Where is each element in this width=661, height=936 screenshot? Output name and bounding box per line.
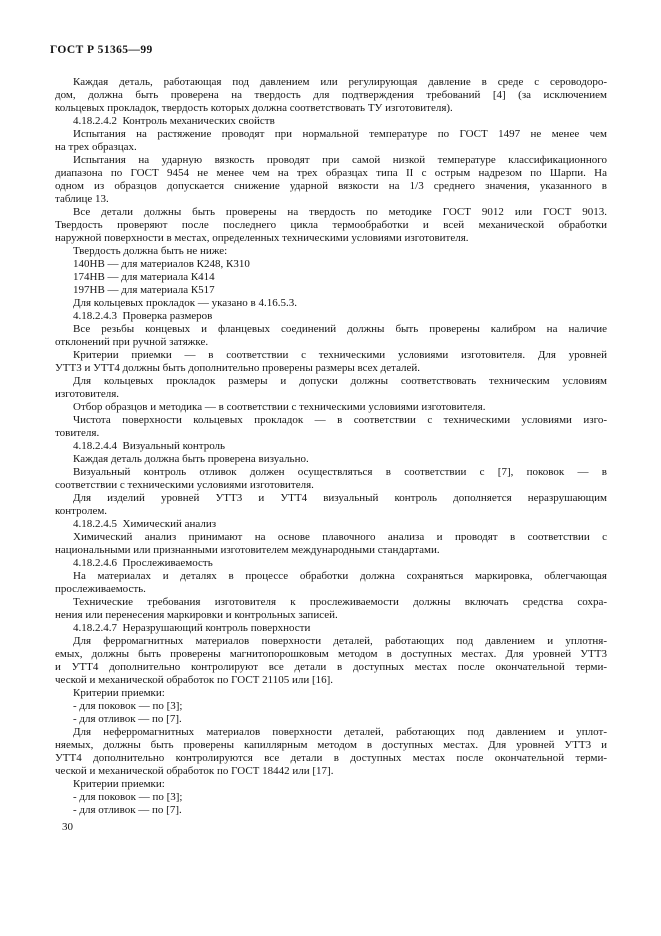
document-standard-number: ГОСТ Р 51365—99 (50, 44, 153, 56)
text-line: Критерии приемки: (73, 687, 165, 699)
text-line: На материалах и деталях в процессе обработки должна сохраняться маркировка, облегчающая (73, 570, 607, 582)
text-line: наружной поверхности в местах, определенных техническими условиями изготовителя. (55, 232, 469, 244)
text-line: кольцевых прокладок, твердость которых должна соответствовать ТУ изготовителя). (55, 102, 453, 114)
text-line: дом, должна быть проверена на твердость для подтверждения требований [4] (за исключением (55, 89, 607, 101)
text-line: няемых, должны быть проверены капиллярным методом в доступных местах. Для уровней УТТ3 и (55, 739, 607, 751)
text-line: Каждая деталь, работающая под давлением или регулирующая давление в среде с сероводоро- (73, 76, 607, 88)
text-line: диапазона по ГОСТ 9454 не менее чем на трех образцах типа II с острым надрезом по Шарпи. На (55, 167, 607, 179)
page-number: 30 (62, 821, 73, 833)
text-line: Визуальный контроль отливок должен осуществляться в соответствии с [7], поковок — в (73, 466, 607, 478)
text-line: Твердость должна быть не ниже: (73, 245, 228, 257)
text-line: Отбор образцов и методика — в соответствии с техническими условиями изготовителя. (73, 401, 486, 413)
text-line: Испытания на ударную вязкость проводят при самой низкой температуре классификационного (73, 154, 607, 166)
text-line: Каждая деталь должна быть проверена визуально. (73, 453, 309, 465)
text-line: Испытания на растяжение проводят при нормальной температуре по ГОСТ 1497 не менее чем (73, 128, 607, 140)
text-line: одном из образцов допускается снижение ударной вязкости на 1/3 среднего значения, указанного в (55, 180, 607, 192)
text-line: 4.18.2.4.3 Проверка размеров (73, 310, 213, 322)
text-line: 174НВ — для материала К414 (73, 271, 215, 283)
text-line: национальными или признанными изготовителем международными стандартами. (55, 544, 440, 556)
text-line: 4.18.2.4.7 Неразрушающий контроль поверхности (73, 622, 311, 634)
text-line: Для неферромагнитных материалов поверхности деталей, работающих под давлением и уплот- (73, 726, 607, 738)
text-line: Все детали должны быть проверены на твердость по методике ГОСТ 9012 или ГОСТ 9013. (73, 206, 607, 218)
text-line: прослеживаемость. (55, 583, 146, 595)
document-body (55, 76, 607, 817)
text-line: УТТ3 и УТТ4 должны быть дополнительно проверены размеры всех деталей. (55, 362, 421, 374)
text-line: контролем. (55, 505, 108, 517)
text-line: ческой и механической обработок по ГОСТ 21105 или [16]. (55, 674, 334, 686)
text-line: Критерии приемки — в соответствии с техническими условиями изготовителя. Для уровней (73, 349, 607, 361)
text-line: отклонений при ручной затяжке. (55, 336, 209, 348)
text-line: изготовителя. (55, 388, 120, 400)
text-line: и УТТ4 дополнительно контролируют все детали в доступных местах после окончательной терми- (55, 661, 607, 673)
text-line: таблице 13. (55, 193, 109, 205)
text-line: Химический анализ принимают на основе плавочного анализа и проводят в соответствии с (73, 531, 607, 543)
text-line: Для кольцевых прокладок размеры и допуски должны соответствовать техническим условиям (73, 375, 607, 387)
text-line: 4.18.2.4.5 Химический анализ (73, 518, 217, 530)
text-line: 140НВ — для материалов К248, К310 (73, 258, 250, 270)
text-line: Чистота поверхности кольцевых прокладок — в соответствии с техническими условиями изго- (73, 414, 607, 426)
text-line: УТТ4 дополнительно контролируются все детали в доступных местах после окончательной терми- (55, 752, 607, 764)
text-line: 4.18.2.4.2 Контроль механических свойств (73, 115, 275, 127)
text-line: ческой и механической обработок по ГОСТ 18442 или [17]. (55, 765, 334, 777)
text-line: товителя. (55, 427, 100, 439)
text-line: Твердость проверяют после последнего цикла термообработки и всей механической обработки (55, 219, 607, 231)
text-line: Для изделий уровней УТТ3 и УТТ4 визуальный контроль дополняется неразрушающим (73, 492, 607, 504)
text-line: 4.18.2.4.6 Прослеживаемость (73, 557, 213, 569)
text-line: Для кольцевых прокладок — указано в 4.16.5.3. (73, 297, 297, 309)
text-line: Все резьбы концевых и фланцевых соединений должны быть проверены калибром на наличие (73, 323, 607, 335)
text-line: 197НВ — для материала К517 (73, 284, 215, 296)
text-line: 4.18.2.4.4 Визуальный контроль (73, 440, 226, 452)
text-line: Критерии приемки: (73, 778, 165, 790)
text-line: Технические требования изготовителя к прослеживаемости должны включать средства сохра- (73, 596, 607, 608)
text-line: на трех образцах. (55, 141, 137, 153)
text-line: нения или перенесения маркировки и контрольных записей. (55, 609, 338, 621)
text-line: - для отливок — по [7]. (73, 804, 182, 816)
text-line: - для отливок — по [7]. (73, 713, 182, 725)
text-line: Для ферромагнитных материалов поверхности деталей, работающих под давлением и уплотня- (73, 635, 607, 647)
text-line: емых, должны быть проверены магнитопорошковым методом в доступных местах. Для уровней УТТ3 (55, 648, 607, 660)
text-line: - для поковок — по [3]; (73, 700, 183, 712)
text-line: соответствии с техническими условиями изготовителя. (55, 479, 314, 491)
text-line: - для поковок — по [3]; (73, 791, 183, 803)
